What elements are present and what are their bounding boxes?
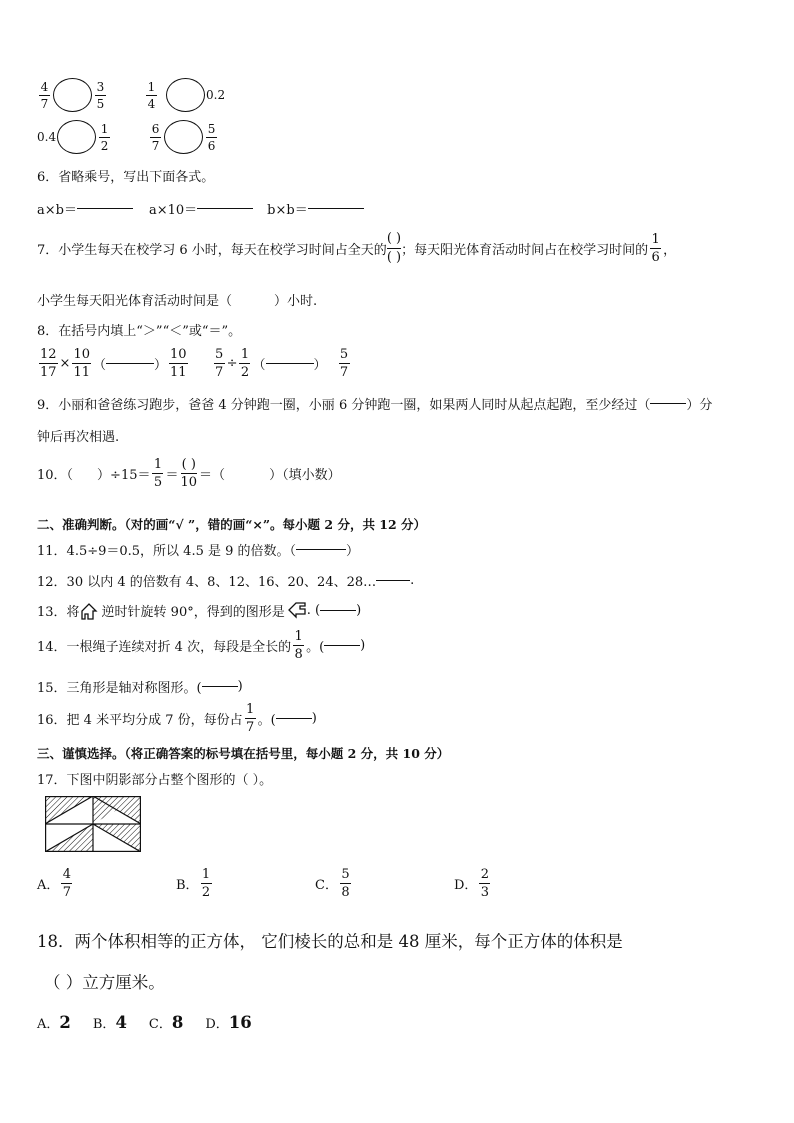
question-8-expressions: $\frac{12}{17}$ × $\frac{10}{11}$ （ ） $\frac{10}{11}$ $\frac{5}{7}$ ÷ $\frac{1}{2}$ （ ） $\frac{5}{7}$ <box>40 347 349 380</box>
question-text: 钟后再次相遇. <box>37 430 120 445</box>
answer-blank[interactable] <box>77 208 133 209</box>
fraction: $\frac{5}{7}$ <box>339 347 349 380</box>
fraction: $\frac{1}{8}$ <box>294 629 303 662</box>
compare-oval[interactable] <box>53 78 92 112</box>
rotate-shape-result-icon <box>286 602 306 620</box>
answer-blank[interactable] <box>376 580 410 581</box>
question-18-options <box>37 1013 252 1032</box>
question-text: ）分 <box>686 398 713 413</box>
question-18-line-2: （ ）立方厘米。 <box>44 973 165 992</box>
expression: a×10＝ <box>148 203 198 218</box>
compare-oval[interactable] <box>164 120 203 154</box>
answer-blank[interactable] <box>266 363 314 364</box>
option-b[interactable]: B． $\frac{1}{2}$ <box>176 867 211 900</box>
question-12: 12．30 以内 4 的倍数有 4、8、12、16、20、24、28… . <box>37 573 415 590</box>
fraction: $\frac{1}{2}$ <box>240 347 250 380</box>
question-text: 8．在括号内填上“＞”“＜”或“＝”。 <box>37 324 242 339</box>
expression: a×b＝ <box>37 203 77 218</box>
option-d[interactable]: D． $\frac{2}{3}$ <box>454 867 490 900</box>
answer-blank[interactable] <box>308 208 364 209</box>
decimal-value: 0.4 <box>37 130 57 144</box>
question-18-line-1: 18．两个体积相等的正方体， 它们棱长的总和是 48 厘米，每个正方体的体积是 <box>37 932 623 951</box>
option-b[interactable]: B．4 <box>92 1013 127 1032</box>
question-6 <box>37 166 214 185</box>
question-text: 小学生每天阳光体育活动时间是（ <box>37 294 233 309</box>
compare-row-2 <box>37 120 219 154</box>
question-text: ）小时. <box>274 294 318 309</box>
question-9-line-2 <box>37 426 119 445</box>
option-a[interactable]: A．2 <box>37 1013 71 1032</box>
answer-blank[interactable] <box>106 363 154 364</box>
question-7-line-1: 7．小学生每天在校学习 6 小时，每天在校学习时间占全天的 ( ) ( ) ；每天阳光体育活动时间占在校学习时间的 $\frac{1}{6}$ ， <box>37 231 677 265</box>
rotate-shape-original-icon <box>81 602 101 620</box>
question-14: 14．一根绳子连续对折 4 次，每段是全长的 $\frac{1}{8}$ 。( ) <box>37 629 366 662</box>
option-c[interactable]: C．8 <box>148 1013 184 1032</box>
fraction: $\frac{10}{11}$ <box>73 347 90 380</box>
section-2-heading: 二、准确判断。（对的画“√ ”，错的画“×”。每小题 2 分，共 12 分） <box>37 517 427 532</box>
fraction-blank[interactable]: ( ) ( ) <box>386 231 402 265</box>
question-text: 6．省略乘号，写出下面各式。 <box>37 170 215 185</box>
fraction: $\frac{1}{7}$ <box>245 702 255 735</box>
compare-row-1 <box>37 78 225 112</box>
fraction: $\frac{1}{5}$ <box>153 457 163 490</box>
fraction: $\frac{1}{2}$ <box>100 121 109 153</box>
option-d[interactable]: D．16 <box>205 1013 252 1032</box>
question-10: 10．（ ）÷15＝ $\frac{1}{5}$ ＝ $\frac{( )}{10}$ ＝（ ）（填小数） <box>37 457 341 490</box>
question-9-line-1 <box>37 394 712 413</box>
answer-blank[interactable] <box>324 645 360 646</box>
answer-blank[interactable] <box>276 718 312 719</box>
question-15: 15．三角形是轴对称图形。( ) <box>37 679 243 696</box>
answer-blank[interactable] <box>296 549 346 550</box>
expression: b×b＝ <box>267 203 308 218</box>
fraction: $\frac{4}{7}$ <box>40 79 49 111</box>
question-17: 17．下图中阴影部分占整个图形的（ ）。 <box>37 773 273 788</box>
question-text: 9．小丽和爸爸练习跑步，爸爸 4 分钟跑一圈，小丽 6 分钟跑一圈，如果两人同时从起点起跑，至少经过（ <box>37 398 651 413</box>
compare-oval[interactable] <box>166 78 205 112</box>
question-11: 11．4.5÷9＝0.5，所以 4.5 是 9 的倍数。（ ） <box>37 544 360 559</box>
question-text: ；每天阳光体育活动时间占在校学习时间的 <box>401 242 649 258</box>
question-8 <box>37 320 241 339</box>
shaded-figure <box>45 796 141 852</box>
question-13: 13．将 逆时针旋转 90°，得到的图形是 . ( ) <box>37 603 362 620</box>
answer-blank[interactable] <box>197 208 253 209</box>
section-3-heading: 三、谨慎选择。（将正确答案的标号填在括号里，每小题 2 分，共 10 分） <box>37 746 450 761</box>
fraction: $\frac{12}{17}$ <box>40 347 57 380</box>
fraction: $\frac{10}{11}$ <box>170 347 187 380</box>
answer-blank[interactable] <box>650 403 686 404</box>
answer-blank[interactable] <box>202 686 238 687</box>
question-17-options <box>37 868 492 899</box>
fraction: $\frac{1}{4}$ <box>147 79 156 111</box>
fraction: $\frac{3}{5}$ <box>96 79 105 111</box>
answer-blank[interactable] <box>320 610 356 611</box>
fraction-blank[interactable]: $\frac{( )}{10}$ <box>180 457 198 490</box>
fraction: $\frac{1}{6}$ <box>651 231 660 265</box>
compare-oval[interactable] <box>57 120 96 154</box>
option-a[interactable]: A． $\frac{4}{7}$ <box>37 867 72 900</box>
question-6-expressions <box>37 199 364 218</box>
fraction: $\frac{5}{6}$ <box>207 121 216 153</box>
question-text: 7．小学生每天在校学习 6 小时，每天在校学习时间占全天的 <box>37 242 387 258</box>
fraction: $\frac{6}{7}$ <box>151 121 160 153</box>
question-7-line-2 <box>37 290 317 309</box>
question-16: 16．把 4 米平均分成 7 份，每份占 $\frac{1}{7}$ 。( ) <box>37 702 317 735</box>
option-c[interactable]: C． $\frac{5}{8}$ <box>315 867 350 900</box>
fraction: $\frac{5}{7}$ <box>214 347 224 380</box>
decimal-value: 0.2 <box>206 88 226 102</box>
